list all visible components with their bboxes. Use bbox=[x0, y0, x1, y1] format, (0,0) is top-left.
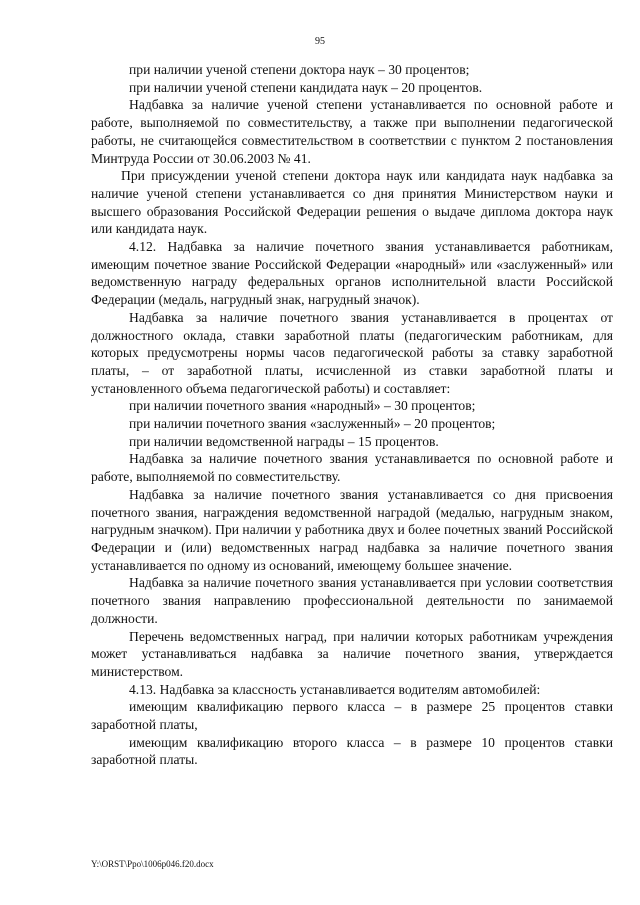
paragraph: имеющим квалификацию первого класса – в размере 25 процентов ставки заработной платы, bbox=[91, 699, 613, 733]
document-body bbox=[91, 61, 613, 769]
paragraph: Надбавка за наличие ученой степени устанавливается по основной работе и работе, выполняемой по совместительству, а также при выполнении педагогической работы, не считающейся совместительством в соответствии с пунктом 2 постановления Минтруда России от 30.06.2003 № 41. bbox=[91, 97, 613, 166]
paragraph: Перечень ведомственных наград, при наличии которых работникам учреждения может устанавливаться надбавка за наличие почетного звания, утверждается министерством. bbox=[91, 628, 613, 679]
paragraph: При присуждении ученой степени доктора наук или кандидата наук надбавка за наличие ученой степени устанавливается со дня принятия Министерством науки и высшего образования Российской Федерации решения о выдаче диплома доктора наук или кандидата наук. bbox=[91, 168, 613, 237]
paragraph: Надбавка за наличие почетного звания устанавливается со дня присвоения почетного звания, награждения ведомственной наградой (медалью, нагрудным знаком, нагрудным значком). При наличии у работника двух и более почетных званий Российской Федерации и (или) ведомственных наград надбавка за наличие почетного звания устанавливается по одному из оснований, имеющему большее значение. bbox=[91, 486, 613, 573]
paragraph: имеющим квалификацию второго класса – в размере 10 процентов ставки заработной платы. bbox=[91, 734, 613, 768]
paragraph: при наличии ученой степени доктора наук – 30 процентов; bbox=[129, 62, 470, 77]
paragraph: Надбавка за наличие почетного звания устанавливается по основной работе и работе, выполняемой по совместительству. bbox=[91, 451, 613, 485]
paragraph: при наличии ученой степени кандидата наук – 20 процентов. bbox=[129, 79, 483, 95]
page-number: 95 bbox=[315, 36, 325, 47]
file-path-footer: Y:\ORST\Ppo\1006p046.f20.docx bbox=[91, 859, 214, 869]
paragraph: при наличии почетного звания «народный» – 30 процентов; bbox=[129, 398, 476, 414]
paragraph: при наличии почетного звания «заслуженный» – 20 процентов; bbox=[129, 416, 496, 432]
paragraph: Надбавка за наличие почетного звания устанавливается при условии соответствия почетного звания направлению профессиональной деятельности по занимаемой должности. bbox=[91, 575, 613, 626]
paragraph: Надбавка за наличие почетного звания устанавливается в процентах от должностного оклада, ставки заработной платы (педагогическим работникам, для которых предусмотрены нормы часов педагогической работы за ставку заработной платы, – от заработной платы, исчисленной из ставки заработной платы и установленного объема педагогической работы) и составляет: bbox=[91, 309, 613, 396]
paragraph: 4.12. Надбавка за наличие почетного звания устанавливается работникам, имеющим почетное звание Российской Федерации «народный» или «заслуженный» или ведомственную награду федеральных органов исполнительной власти Российской Федерации (медаль, нагрудный знак, нагрудный значок). bbox=[91, 239, 613, 308]
paragraph: при наличии ведомственной награды – 15 процентов. bbox=[129, 433, 439, 449]
paragraph: 4.13. Надбавка за классность устанавливается водителям автомобилей: bbox=[129, 681, 541, 697]
